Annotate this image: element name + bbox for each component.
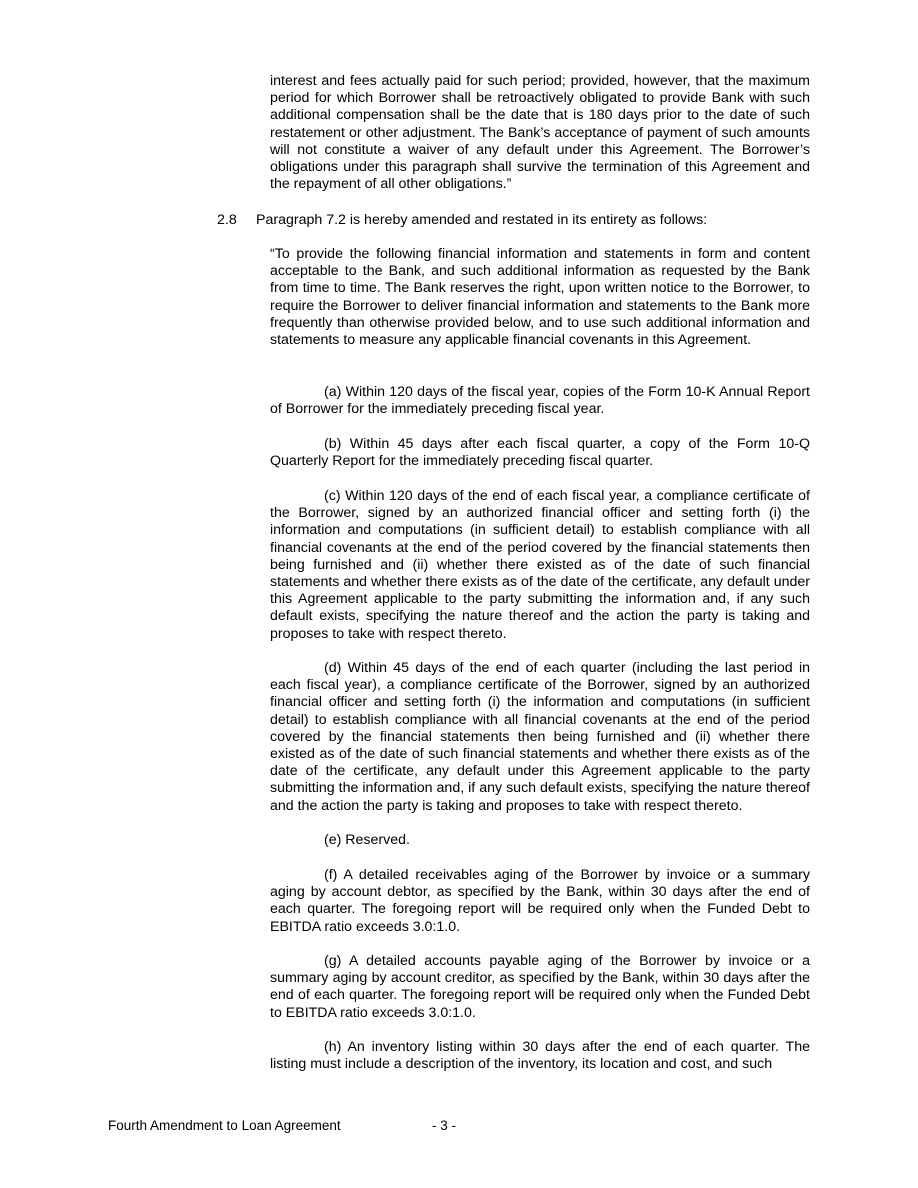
item-c: (c) Within 120 days of the end of each fiscal year, a compliance certificate of the Borrower, signed by an authorized financial officer and setting forth (i) the information and computations (in sufficient detail) to establish compliance with all financial covenants at the end of the period covered by the financial statements then being furnished and (ii) whether there existed as of the date of such financial statements and whether there exists as of the date of the certificate, any default under this Agreement applicable to the party submitting the information and, if any such default exists, specifying the nature thereof and the action the party is taking and proposes to take with respect thereto.: [270, 488, 810, 642]
continuation-paragraph: interest and fees actually paid for such period; provided, however, that the maximum period for which Borrower shall be retroactively obligated to provide Bank with such additional compensation shall be the date that is 180 days prior to the date of such restatement or other adjustment. The Bank’s acceptance of payment of such amounts will not constitute a waiver of any default under this Agreement. The Borrower’s obligations under this paragraph shall survive the termination of this Agreement and the repayment of all other obligations.”: [270, 73, 810, 193]
intro-paragraph: “To provide the following financial information and statements in form and content acceptable to the Bank, and such additional information as requested by the Bank from time to time. The Bank reserves the right, upon written notice to the Borrower, to require the Borrower to deliver financial information and statements to the Bank more frequently than otherwise provided below, and to use such additional information and statements to measure any applicable financial covenants in this Agreement.: [270, 246, 810, 349]
item-g: (g) A detailed accounts payable aging of the Borrower by invoice or a summary aging by account creditor, as specified by the Bank, within 30 days after the end of each quarter. The foregoing report will be required only when the Funded Debt to EBITDA ratio exceeds 3.0:1.0.: [270, 953, 810, 1021]
item-f: (f) A detailed receivables aging of the Borrower by invoice or a summary aging by account debtor, as specified by the Bank, within 30 days after the end of each quarter. The foregoing report will be required only when the Funded Debt to EBITDA ratio exceeds 3.0:1.0.: [270, 867, 810, 935]
item-d: (d) Within 45 days of the end of each quarter (including the last period in each fiscal year), a compliance certificate of the Borrower, signed by an authorized financial officer and setting forth (i) the information and computations (in sufficient detail) to establish compliance with all financial covenants at the end of the period covered by the financial statements then being furnished and (ii) whether there existed as of the date of such financial statements and whether there exists as of the date of the certificate, any default under this Agreement applicable to the party submitting the information and, if any such default exists, specifying the nature thereof and the action the party is taking and proposes to take with respect thereto.: [270, 660, 810, 814]
item-b: (b) Within 45 days after each fiscal quarter, a copy of the Form 10-Q Quarterly Report for the immediately preceding fiscal quarter.: [270, 436, 810, 470]
section-heading: [217, 212, 707, 229]
item-h: (h) An inventory listing within 30 days after the end of each quarter. The listing must include a description of the inventory, its location and cost, and such: [270, 1039, 810, 1073]
page-number: - 3 -: [432, 1118, 457, 1133]
footer-title: Fourth Amendment to Loan Agreement: [108, 1118, 341, 1133]
section-number: 2.8: [217, 212, 237, 228]
item-a: (a) Within 120 days of the fiscal year, copies of the Form 10-K Annual Report of Borrower for the immediately preceding fiscal year.: [270, 384, 810, 418]
section-heading-text: Paragraph 7.2 is hereby amended and restated in its entirety as follows:: [256, 212, 708, 228]
item-e: (e) Reserved.: [324, 832, 410, 848]
